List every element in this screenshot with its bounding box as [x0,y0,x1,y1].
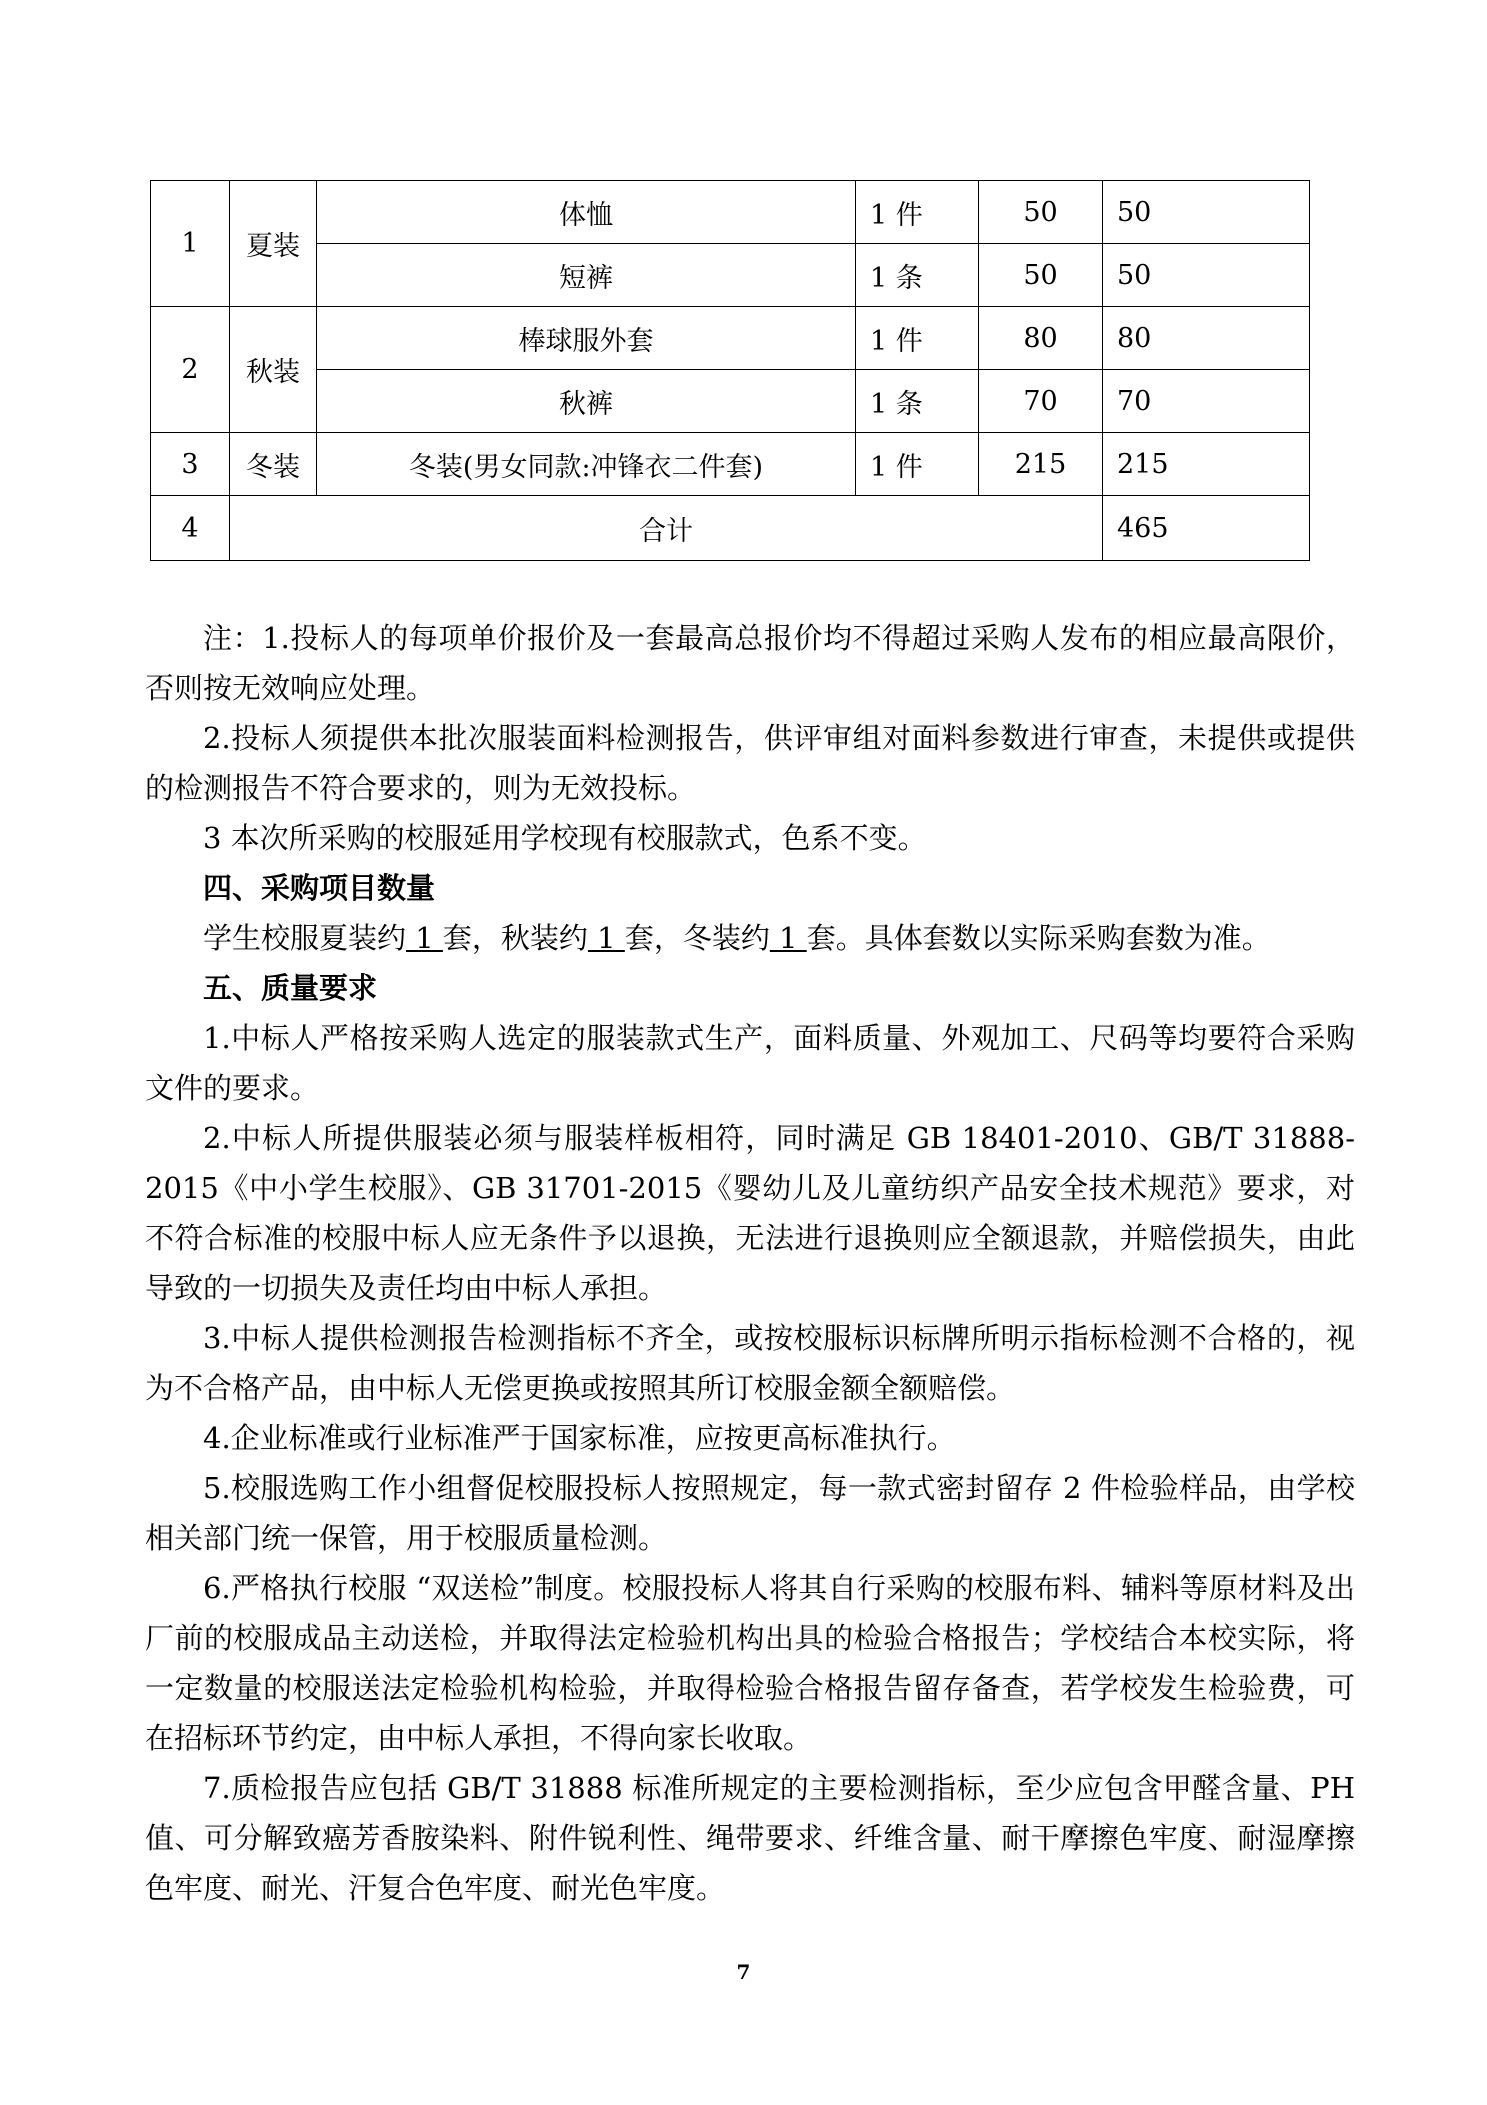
table-row [151,370,1310,433]
quality-item-1: 1.中标人严格按采购人选定的服装款式生产，面料质量、外观加工、尺码等均要符合采购文件的要求。 [145,1021,1355,1105]
quality-item-6: 6.严格执行校服 “双送检”制度。校服投标人将其自行采购的校服布料、辅料等原材料及出厂前的校服成品主动送检，并取得法定检验机构出具的检验合格报告；学校结合本校实际，将一定数量的校服送法定检验机构检验，并取得检验合格报告留存备查，若学校发生检验费，可在招标环节约定，由中标人承担，不得向家长收取。 [145,1571,1355,1755]
total-label: 合计 [230,496,1103,561]
total-price-cell: 70 [1103,370,1310,433]
section-5-heading: 五、质量要求 [203,971,378,1005]
total-price-cell: 50 [1103,181,1310,244]
row-number: 2 [151,307,230,433]
quality-item-3: 3.中标人提供检测报告检测指标不齐全，或按校服标识标牌所明示指标检测不合格的，视为不合格产品，由中标人无偿更换或按照其所订校服金额全额赔偿。 [145,1321,1355,1405]
category-cell: 冬装 [230,433,317,496]
unit-price-cell: 70 [979,370,1103,433]
table-row [151,244,1310,307]
table-row [151,181,1310,244]
unit-price-cell: 50 [979,244,1103,307]
note-3: 3 本次所采购的校服延用学校现有校服款式，色系不变。 [203,821,927,855]
body-text [145,613,1355,1913]
unit-price-cell: 50 [979,181,1103,244]
item-name-cell: 棒球服外套 [317,307,856,370]
quality-item-4: 4.企业标准或行业标准严于国家标准，应按更高标准执行。 [203,1421,956,1455]
unit-cell: 1 件 [856,307,979,370]
note-1: 注：1.投标人的每项单价报价及一套最高总报价均不得超过采购人发布的相应最高限价，否则按无效响应处理。 [145,621,1355,705]
quantity-text: 套，冬装约 [624,921,770,955]
item-name-cell: 体恤 [317,181,856,244]
row-number: 1 [151,181,230,307]
unit-cell: 1 条 [856,370,979,433]
table-row [151,433,1310,496]
category-cell: 秋装 [230,307,317,433]
row-number: 4 [151,496,230,561]
page-number: 7 [736,1960,751,1984]
unit-cell: 1 条 [856,244,979,307]
quantity-paragraph [145,913,1355,963]
quality-item-7: 7.质检报告应包括 GB/T 31888 标准所规定的主要检测指标，至少应包含甲醛含量、PH 值、可分解致癌芳香胺染料、附件锐利性、绳带要求、纤维含量、耐干摩擦色牢度、耐湿摩擦色牢度、耐光、汗复合色牢度、耐光色牢度。 [145,1771,1355,1905]
winter-quantity: 1 [769,921,807,955]
quantity-text: 套。具体套数以实际采购套数为准。 [806,921,1271,955]
quality-item-2: 2.中标人所提供服装必须与服装样板相符，同时满足 GB 18401-2010、GB/T 31888-2015《中小学生校服》、GB 31701-2015《婴幼儿及儿童纺织产品安全技术规范》要求，对不符合标准的校服中标人应无条件予以退换，无法进行退换则应全额退款，并赔偿损失，由此导致的一切损失及责任均由中标人承担。 [145,1121,1355,1305]
item-name-cell: 秋裤 [317,370,856,433]
unit-price-cell: 80 [979,307,1103,370]
price-table [150,180,1310,561]
quantity-text: 套，秋装约 [442,921,588,955]
item-name-cell: 冬装(男女同款:冲锋衣二件套) [317,433,856,496]
autumn-quantity: 1 [587,921,625,955]
section-4-heading: 四、采购项目数量 [203,871,436,905]
quantity-text: 学生校服夏装约 [203,921,407,955]
total-price-cell: 50 [1103,244,1310,307]
unit-cell: 1 件 [856,181,979,244]
total-price-cell: 80 [1103,307,1310,370]
row-number: 3 [151,433,230,496]
category-cell: 夏装 [230,181,317,307]
total-row [151,496,1310,561]
table-row [151,307,1310,370]
grand-total-cell: 465 [1103,496,1310,561]
note-2: 2.投标人须提供本批次服装面料检测报告，供评审组对面料参数进行审查，未提供或提供的检测报告不符合要求的，则为无效投标。 [145,721,1355,805]
quality-item-5: 5.校服选购工作小组督促校服投标人按照规定，每一款式密封留存 2 件检验样品，由学校相关部门统一保管，用于校服质量检测。 [145,1471,1355,1555]
unit-price-cell: 215 [979,433,1103,496]
total-price-cell: 215 [1103,433,1310,496]
unit-cell: 1 件 [856,433,979,496]
summer-quantity: 1 [406,921,443,955]
item-name-cell: 短裤 [317,244,856,307]
